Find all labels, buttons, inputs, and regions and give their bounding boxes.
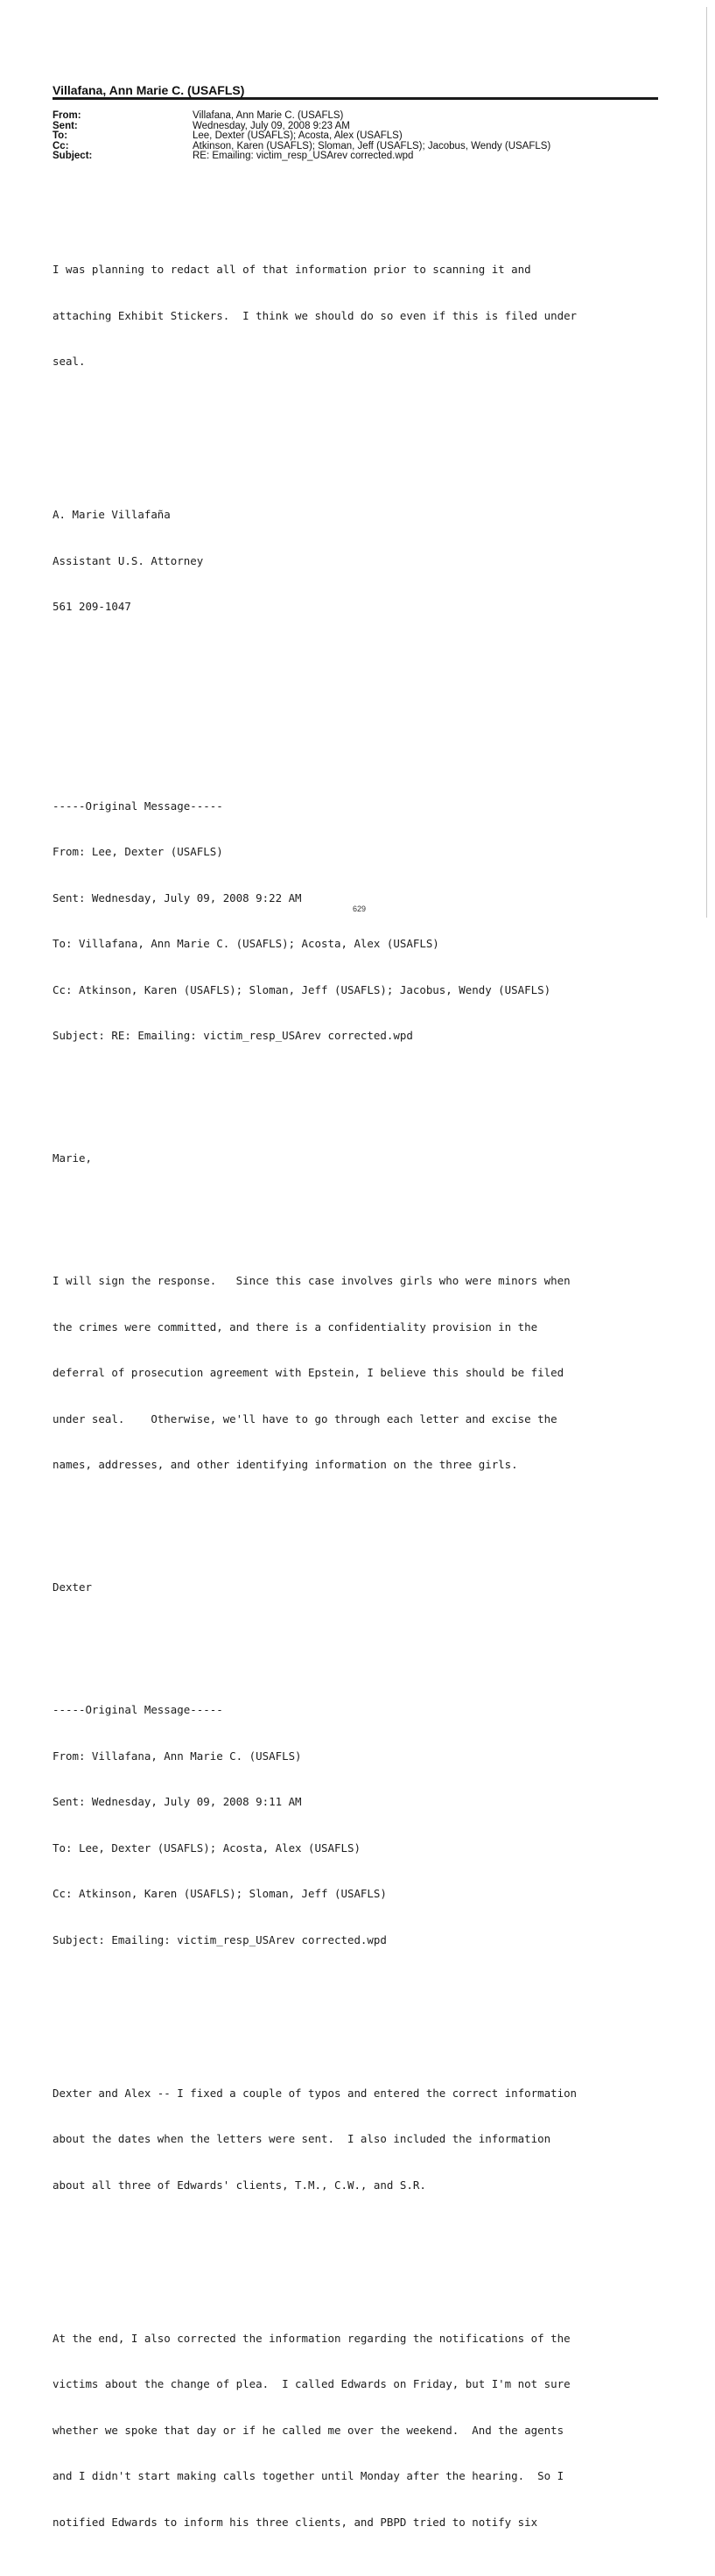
text-line: Dexter and Alex -- I fixed a couple of typos and entered the correct information	[53, 2086, 578, 2100]
text-line: names, addresses, and other identifying information on the three girls.	[53, 1458, 518, 1471]
to-label: To:	[53, 130, 68, 141]
title-underline	[53, 97, 658, 100]
dexter-paragraph	[53, 1242, 577, 1503]
signature-block	[53, 476, 577, 645]
text-line: notified Edwards to inform his three clients, and PBPD tried to notify six	[53, 2515, 538, 2529]
from-value: Villafana, Ann Marie C. (USAFLS)	[193, 110, 344, 121]
dexter-signoff: Dexter	[53, 1580, 92, 1594]
email-body	[53, 201, 577, 2576]
text-line: Sent: Wednesday, July 09, 2008 9:11 AM	[53, 1795, 302, 1808]
original-message-header-1	[53, 768, 577, 1074]
text-line: whether we spoke that day or if he called me over the weekend. And the agents	[53, 2423, 564, 2437]
page-number: 629	[353, 904, 367, 913]
text-line: At the end, I also corrected the information regarding the notifications of the	[53, 2331, 571, 2345]
text-line: the crimes were committed, and there is a confidentiality provision in the	[53, 1320, 538, 1334]
subject-label: Subject:	[53, 151, 93, 161]
text-line: From: Lee, Dexter (USAFLS)	[53, 845, 223, 858]
original-message-header-2	[53, 1672, 577, 1978]
document-title: Villafana, Ann Marie C. (USAFLS)	[53, 83, 245, 97]
typos-paragraph	[53, 2055, 577, 2224]
cc-label: Cc:	[53, 140, 69, 151]
signature-name: A. Marie Villafaña	[53, 508, 171, 521]
text-line: Subject: Emailing: victim_resp_USArev corrected.wpd	[53, 1932, 387, 1946]
text-line: To: Villafana, Ann Marie C. (USAFLS); Acosta, Alex (USAFLS)	[53, 937, 439, 950]
text-line: Sent: Wednesday, July 09, 2008 9:22 AM	[53, 890, 302, 904]
text-line: Cc: Atkinson, Karen (USAFLS); Sloman, Jeff (USAFLS)	[53, 1887, 387, 1900]
sent-value: Wednesday, July 09, 2008 9:23 AM	[193, 120, 350, 131]
email-header	[53, 111, 550, 162]
text-line: victims about the change of plea. I called Edwards on Friday, but I'm not sure	[53, 2377, 571, 2390]
text-line: -----Original Message-----	[53, 1703, 223, 1716]
to-value: Lee, Dexter (USAFLS); Acosta, Alex (USAFLS)	[193, 130, 403, 141]
notifications-paragraph	[53, 2300, 577, 2561]
text-line: under seal. Otherwise, we'll have to go through each letter and excise the	[53, 1411, 557, 1425]
text-line: about all three of Edwards' clients, T.M., C.W., and S.R.	[53, 2178, 426, 2192]
subject-value: RE: Emailing: victim_resp_USArev corrected.wpd	[193, 151, 414, 161]
text-line: To: Lee, Dexter (USAFLS); Acosta, Alex (USAFLS)	[53, 1841, 361, 1855]
from-label: From:	[53, 110, 81, 121]
text-line: deferral of prosecution agreement with Epstein, I believe this should be filed	[53, 1366, 564, 1379]
text-line: about the dates when the letters were sent. I also included the information	[53, 2132, 551, 2145]
text-line: I will sign the response. Since this case involves girls who were minors when	[53, 1274, 571, 1287]
header-from-row	[53, 111, 550, 122]
text-line: I was planning to redact all of that information prior to scanning it and	[53, 263, 531, 276]
text-line: Cc: Atkinson, Karen (USAFLS); Sloman, Jeff (USAFLS); Jacobus, Wendy (USAFLS)	[53, 982, 551, 996]
text-line: Subject: RE: Emailing: victim_resp_USArev corrected.wpd	[53, 1029, 413, 1042]
reply-paragraph	[53, 231, 577, 400]
cc-value: Atkinson, Karen (USAFLS); Sloman, Jeff (USAFLS); Jacobus, Wendy (USAFLS)	[193, 140, 551, 151]
signature-title: Assistant U.S. Attorney	[53, 553, 204, 567]
text-line: -----Original Message-----	[53, 799, 223, 813]
sent-label: Sent:	[53, 120, 78, 131]
text-line: seal.	[53, 355, 86, 368]
page-edge-line	[706, 7, 707, 918]
header-subject-row	[53, 151, 550, 162]
text-line: and I didn't start making calls together until Monday after the hearing. So I	[53, 2469, 564, 2482]
text-line: attaching Exhibit Stickers. I think we should do so even if this is filed under	[53, 308, 578, 322]
text-line: From: Villafana, Ann Marie C. (USAFLS)	[53, 1749, 302, 1763]
header-to-row	[53, 131, 550, 142]
signature-phone: 561 209-1047	[53, 600, 131, 613]
greeting: Marie,	[53, 1151, 92, 1165]
